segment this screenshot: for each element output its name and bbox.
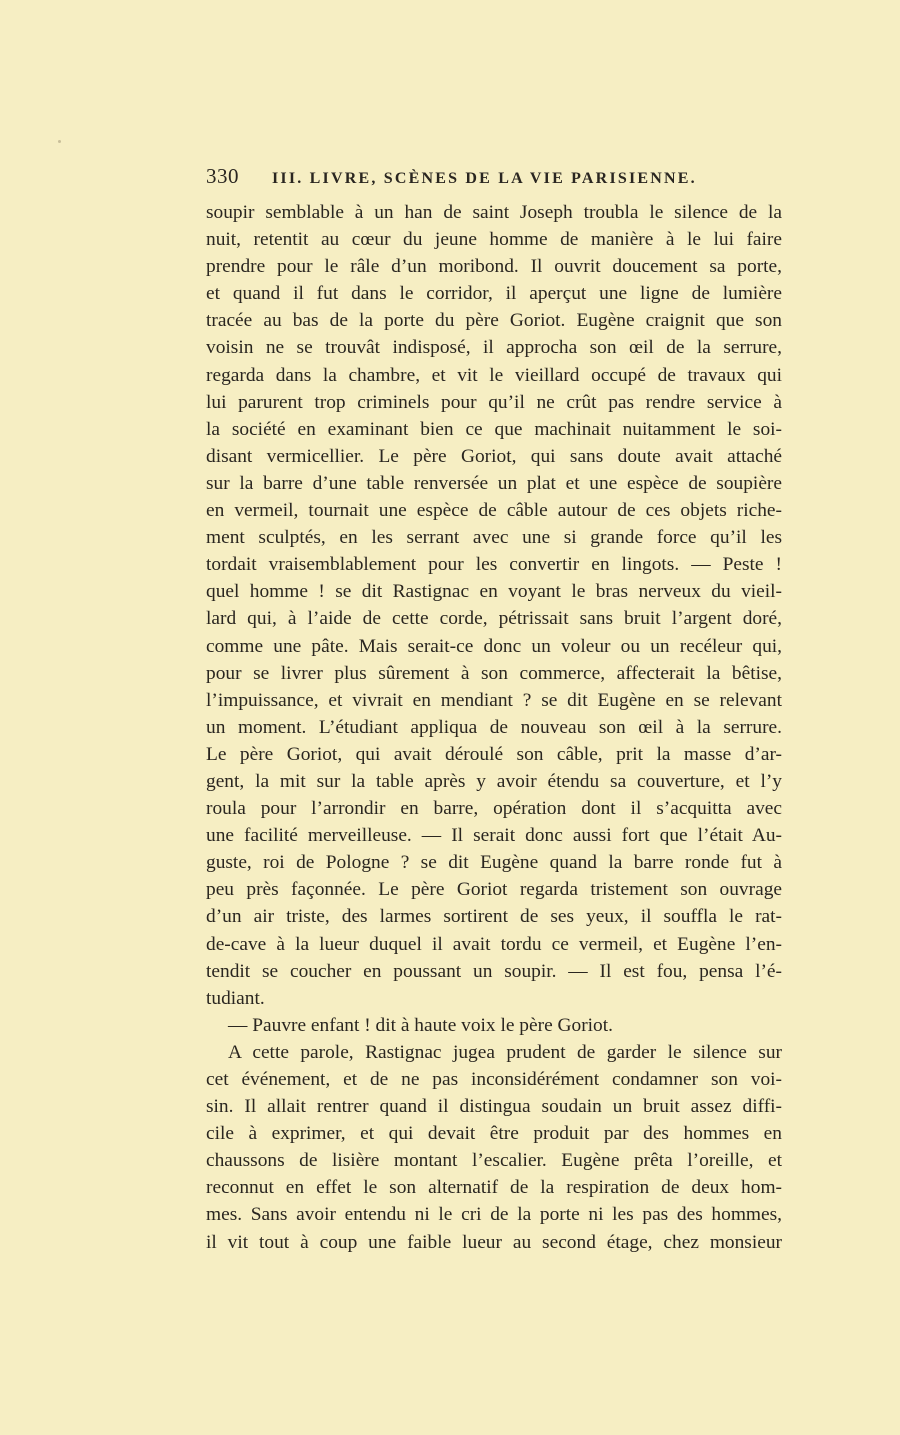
text-line: un moment. L’étudiant appliqua de nouveau son œil à la serrure.: [206, 716, 782, 738]
text-line: lui parurent trop criminels pour qu’il ne crût pas rendre service à: [206, 391, 782, 413]
text-line: peu près façonnée. Le père Goriot regarda tristement son ouvrage: [206, 879, 782, 901]
page-number: 330: [206, 164, 239, 188]
text-line: en vermeil, tournait une espèce de câble autour de ces objets riche-: [206, 500, 782, 522]
body-text: [206, 199, 782, 1256]
text-line: prendre pour le râle d’un moribond. Il ouvrit doucement sa porte,: [206, 256, 782, 278]
text-line: chaussons de lisière montant l’escalier. Eugène prêta l’oreille, et: [206, 1150, 782, 1172]
text-line: d’un air triste, des larmes sortirent de ses yeux, il souffla le rat-: [206, 906, 782, 928]
text-line: l’impuissance, et vivrait en mendiant ? se dit Eugène en se relevant: [206, 689, 782, 711]
text-line: sin. Il allait rentrer quand il distingua soudain un bruit assez diffi-: [206, 1096, 782, 1118]
text-line: ment sculptés, en les serrant avec une si grande force qu’il les: [206, 527, 782, 549]
text-line: tudiant.: [206, 987, 265, 1009]
text-line: une facilité merveilleuse. — Il serait donc aussi fort que l’était Au-: [206, 825, 782, 847]
text-line: comme une pâte. Mais serait-ce donc un voleur ou un recéleur qui,: [206, 635, 782, 657]
text-line: — Pauvre enfant ! dit à haute voix le père Goriot.: [228, 1014, 613, 1036]
text-line: lard qui, à l’aide de cette corde, pétrissait sans bruit l’argent doré,: [206, 608, 782, 630]
text-line: la société en examinant bien ce que machinait nuitamment le soi-: [206, 418, 782, 440]
text-line: gent, la mit sur la table après y avoir étendu sa couverture, et l’y: [206, 770, 782, 792]
running-head: [206, 164, 782, 192]
text-line: regarda dans la chambre, et vit le vieillard occupé de travaux qui: [206, 364, 782, 386]
text-line: cile à exprimer, et qui devait être produit par des hommes en: [206, 1123, 782, 1145]
text-line: guste, roi de Pologne ? se dit Eugène quand la barre ronde fut à: [206, 852, 782, 874]
text-line: soupir semblable à un han de saint Joseph troubla le silence de la: [206, 202, 782, 223]
text-line: sur la barre d’une table renversée un plat et une espèce de soupière: [206, 472, 782, 494]
text-line: tendit se coucher en poussant un soupir. — Il est fou, pensa l’é-: [206, 960, 782, 982]
text-line: tracée au bas de la porte du père Goriot. Eugène craignit que son: [206, 310, 782, 332]
text-line: quel homme ! se dit Rastignac en voyant le bras nerveux du vieil-: [206, 581, 782, 603]
text-line: cet événement, et de ne pas inconsidérément condamner son voi-: [206, 1069, 782, 1090]
text-line: nuit, retentit au cœur du jeune homme de manière à le lui faire: [206, 229, 782, 251]
text-line: voisin ne se trouvât indisposé, il approcha son œil de la serrure,: [206, 337, 782, 359]
paper-speck: [58, 140, 61, 143]
text-line: roula pour l’arrondir en barre, opération dont il s’acquitta avec: [206, 798, 782, 820]
text-line: A cette parole, Rastignac jugea prudent de garder le silence sur: [228, 1041, 782, 1063]
text-line: il vit tout à coup une faible lueur au second étage, chez monsieur: [206, 1231, 782, 1253]
text-line: Le père Goriot, qui avait déroulé son câble, prit la masse d’ar-: [206, 743, 782, 765]
text-line: et quand il fut dans le corridor, il aperçut une ligne de lumière: [206, 283, 782, 305]
text-line: pour se livrer plus sûrement à son commerce, affecterait la bêtise,: [206, 662, 782, 684]
text-line: de-cave à la lueur duquel il avait tordu ce vermeil, et Eugène l’en-: [206, 933, 782, 955]
text-line: mes. Sans avoir entendu ni le cri de la porte ni les pas des hommes,: [206, 1204, 782, 1226]
text-line: reconnut en effet le son alternatif de la respiration de deux hom-: [206, 1177, 782, 1199]
text-line: tordait vraisemblablement pour les convertir en lingots. — Peste !: [206, 554, 782, 576]
text-line: disant vermicellier. Le père Goriot, qui sans doute avait attaché: [206, 445, 782, 467]
running-title: III. LIVRE, SCÈNES DE LA VIE PARISIENNE.: [272, 170, 697, 187]
